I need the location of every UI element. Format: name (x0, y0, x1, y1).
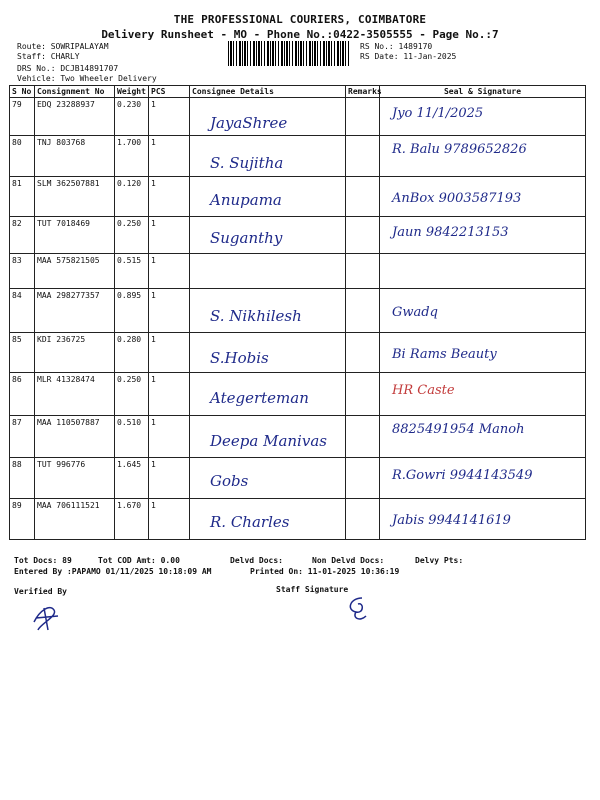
cell-sno: 85 (10, 333, 35, 373)
cell-consignment-no: KDI 236725 (35, 333, 115, 373)
cell-weight: 0.510 (115, 416, 149, 458)
cell-remarks (346, 289, 380, 333)
consignee-handwriting: Suganthy (210, 229, 283, 247)
cell-sno: 81 (10, 177, 35, 217)
cell-signature (380, 416, 586, 458)
cell-weight: 1.700 (115, 136, 149, 177)
col-pcs: PCS (149, 86, 190, 98)
consignee-handwriting: JayaShree (210, 114, 288, 132)
consignee-handwriting: S.Hobis (210, 349, 269, 367)
cell-remarks (346, 373, 380, 416)
table-row (10, 499, 586, 540)
consignee-handwriting: Gobs (210, 472, 249, 490)
col-sno: S No (10, 86, 35, 98)
consignee-handwriting: Ategerteman (210, 389, 309, 407)
cell-signature (380, 373, 586, 416)
cell-remarks (346, 177, 380, 217)
cell-weight: 0.515 (115, 254, 149, 289)
staff-signature-label: Staff Signature (276, 585, 349, 594)
signature-handwriting: AnBox 9003587193 (392, 191, 522, 206)
cell-signature (380, 136, 586, 177)
cell-signature (380, 177, 586, 217)
signature-handwriting: Jabis 9944141619 (392, 513, 511, 528)
cell-pcs: 1 (149, 416, 190, 458)
rs-date: RS Date: 11-Jan-2025 (360, 52, 457, 61)
staff-label: Staff: CHARLY (17, 52, 80, 61)
signature-handwriting: Jaun 9842213153 (392, 225, 509, 240)
table-row (10, 373, 586, 416)
cell-remarks (346, 254, 380, 289)
col-consignee: Consignee Details (190, 86, 346, 98)
cell-pcs: 1 (149, 499, 190, 540)
cell-sno: 83 (10, 254, 35, 289)
col-consignment: Consignment No (35, 86, 115, 98)
cell-consignee (190, 499, 346, 540)
col-remarks: Remarks (346, 86, 380, 98)
cell-consignment-no: MLR 41328474 (35, 373, 115, 416)
table-row (10, 136, 586, 177)
verified-signature-scribble (30, 600, 64, 634)
cell-signature (380, 499, 586, 540)
cell-consignment-no: MAA 298277357 (35, 289, 115, 333)
cell-pcs: 1 (149, 333, 190, 373)
cell-consignee (190, 217, 346, 254)
cell-pcs: 1 (149, 254, 190, 289)
cell-signature (380, 458, 586, 499)
delivery-table (9, 85, 586, 540)
cell-signature (380, 217, 586, 254)
table-header (10, 86, 586, 98)
signature-handwriting: HR Caste (392, 383, 455, 398)
cell-sno: 79 (10, 98, 35, 136)
cell-signature (380, 98, 586, 136)
delivered-docs: Delvd Docs: (230, 556, 283, 565)
cell-sno: 86 (10, 373, 35, 416)
table-row (10, 254, 586, 289)
tot-docs: Tot Docs: 89 (14, 556, 72, 565)
cell-signature (380, 254, 586, 289)
cell-weight: 0.895 (115, 289, 149, 333)
col-weight: Weight (115, 86, 149, 98)
cell-consignment-no: TNJ 803768 (35, 136, 115, 177)
cell-pcs: 1 (149, 289, 190, 333)
non-delivered-docs: Non Delvd Docs: (312, 556, 385, 565)
cell-sno: 84 (10, 289, 35, 333)
company-title: THE PROFESSIONAL COURIERS, COIMBATORE (173, 13, 427, 26)
consignee-handwriting: S. Nikhilesh (210, 307, 302, 325)
signature-handwriting: R.Gowri 9944143549 (392, 468, 533, 483)
delivery-points: Delvy Pts: (415, 556, 464, 565)
cell-weight: 0.230 (115, 98, 149, 136)
cell-consignee (190, 136, 346, 177)
cell-signature (380, 333, 586, 373)
cell-weight: 0.120 (115, 177, 149, 217)
signature-handwriting: R. Balu 9789652826 (392, 142, 527, 157)
cell-remarks (346, 217, 380, 254)
rs-number: RS No.: 1489170 (360, 42, 433, 51)
runsheet-title: Delivery Runsheet - MO - Phone No.:0422-3505555 - Page No.:7 (101, 28, 499, 41)
cell-pcs: 1 (149, 136, 190, 177)
cell-signature (380, 289, 586, 333)
cell-consignee (190, 373, 346, 416)
cell-pcs: 1 (149, 458, 190, 499)
consignee-handwriting: Anupama (210, 191, 282, 209)
printed-on: Printed On: 11-01-2025 10:36:19 (250, 567, 400, 576)
table-row (10, 333, 586, 373)
table-row (10, 98, 586, 136)
cell-consignment-no: SLM 362507881 (35, 177, 115, 217)
cell-weight: 1.670 (115, 499, 149, 540)
cell-weight: 0.250 (115, 373, 149, 416)
cell-pcs: 1 (149, 373, 190, 416)
table-row (10, 177, 586, 217)
entered-by: Entered By :PAPAMO 01/11/2025 10:18:09 AM (14, 567, 212, 576)
cell-weight: 1.645 (115, 458, 149, 499)
cell-remarks (346, 136, 380, 177)
cell-consignment-no: EDQ 23288937 (35, 98, 115, 136)
signature-handwriting: Gwadq (392, 305, 438, 320)
table-row (10, 217, 586, 254)
col-signature: Seal & Signature (380, 86, 586, 98)
signature-handwriting: Jyo 11/1/2025 (392, 106, 484, 121)
cell-remarks (346, 499, 380, 540)
cell-sno: 80 (10, 136, 35, 177)
cell-sno: 87 (10, 416, 35, 458)
cell-consignee (190, 98, 346, 136)
cell-sno: 89 (10, 499, 35, 540)
cell-consignment-no: MAA 110507887 (35, 416, 115, 458)
drs-number: DRS No.: DCJB14891707 (17, 64, 119, 73)
staff-signature-scribble (340, 594, 380, 624)
verified-by-label: Verified By (14, 587, 67, 596)
cell-weight: 0.250 (115, 217, 149, 254)
cell-consignment-no: MAA 575821505 (35, 254, 115, 289)
cell-consignee (190, 458, 346, 499)
consignee-handwriting: Deepa Manivas (210, 432, 327, 450)
route-label: Route: SOWRIPALAYAM (17, 42, 109, 51)
cell-consignee (190, 289, 346, 333)
cell-consignment-no: TUT 996776 (35, 458, 115, 499)
cell-pcs: 1 (149, 177, 190, 217)
cell-remarks (346, 333, 380, 373)
consignee-handwriting: S. Sujitha (210, 154, 284, 172)
table-row (10, 458, 586, 499)
barcode (228, 41, 350, 66)
table-row (10, 289, 586, 333)
signature-handwriting: 8825491954 Manoh (392, 422, 525, 437)
tot-cod-amt: Tot COD Amt: 0.00 (98, 556, 180, 565)
cell-remarks (346, 416, 380, 458)
cell-consignee (190, 254, 346, 289)
cell-consignee (190, 333, 346, 373)
cell-consignee (190, 177, 346, 217)
cell-pcs: 1 (149, 98, 190, 136)
cell-consignment-no: TUT 7018469 (35, 217, 115, 254)
consignee-handwriting: R. Charles (210, 513, 290, 531)
signature-handwriting: Bi Rams Beauty (392, 347, 497, 362)
table-row (10, 416, 586, 458)
cell-sno: 88 (10, 458, 35, 499)
cell-pcs: 1 (149, 217, 190, 254)
cell-consignee (190, 416, 346, 458)
cell-sno: 82 (10, 217, 35, 254)
cell-remarks (346, 98, 380, 136)
cell-weight: 0.280 (115, 333, 149, 373)
cell-consignment-no: MAA 706111521 (35, 499, 115, 540)
cell-remarks (346, 458, 380, 499)
vehicle-label: Vehicle: Two Wheeler Delivery (17, 74, 157, 83)
